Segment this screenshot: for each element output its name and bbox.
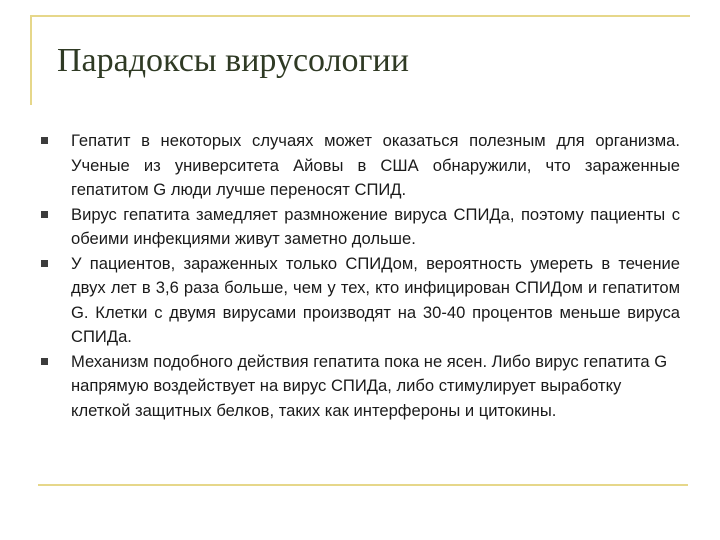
bullet-item <box>40 252 680 350</box>
square-bullet-icon <box>41 137 48 144</box>
bullet-text: Гепатит в некоторых случаях может оказаться полезным для организма. Ученые из университета Айовы в США обнаружили, что зараженные гепатитом G люди лучше переносят СПИД. <box>71 131 680 199</box>
square-bullet-icon <box>41 358 48 365</box>
bullet-text: Вирус гепатита замедляет размножение вируса СПИДа, поэтому пациенты с обеими инфекциями живут заметно дольше. <box>71 204 680 248</box>
square-bullet-icon <box>41 260 48 267</box>
left-divider <box>30 15 32 105</box>
slide-title: Парадоксы вирусологии <box>57 42 409 79</box>
bullet-list <box>40 129 680 423</box>
top-divider <box>30 15 690 17</box>
bullet-text: Механизм подобного действия гепатита пока не ясен. Либо вирус гепатита G напрямую воздействует на вирус СПИДа, либо стимулирует выработку клеткой защитных белков, таких как интерфероны и цитокины. <box>71 351 668 420</box>
bottom-divider <box>38 484 688 486</box>
bullet-item <box>40 203 680 252</box>
bullet-item <box>40 129 680 203</box>
bullet-item <box>40 350 680 424</box>
square-bullet-icon <box>41 211 48 218</box>
bullet-text: У пациентов, зараженных только СПИДом, вероятность умереть в течение двух лет в 3,6 раза больше, чем у тех, кто инфицирован СПИДом и гепатитом G. Клетки с двумя вирусами производят на 30-40 процентов меньше вируса СПИДа. <box>71 253 680 346</box>
